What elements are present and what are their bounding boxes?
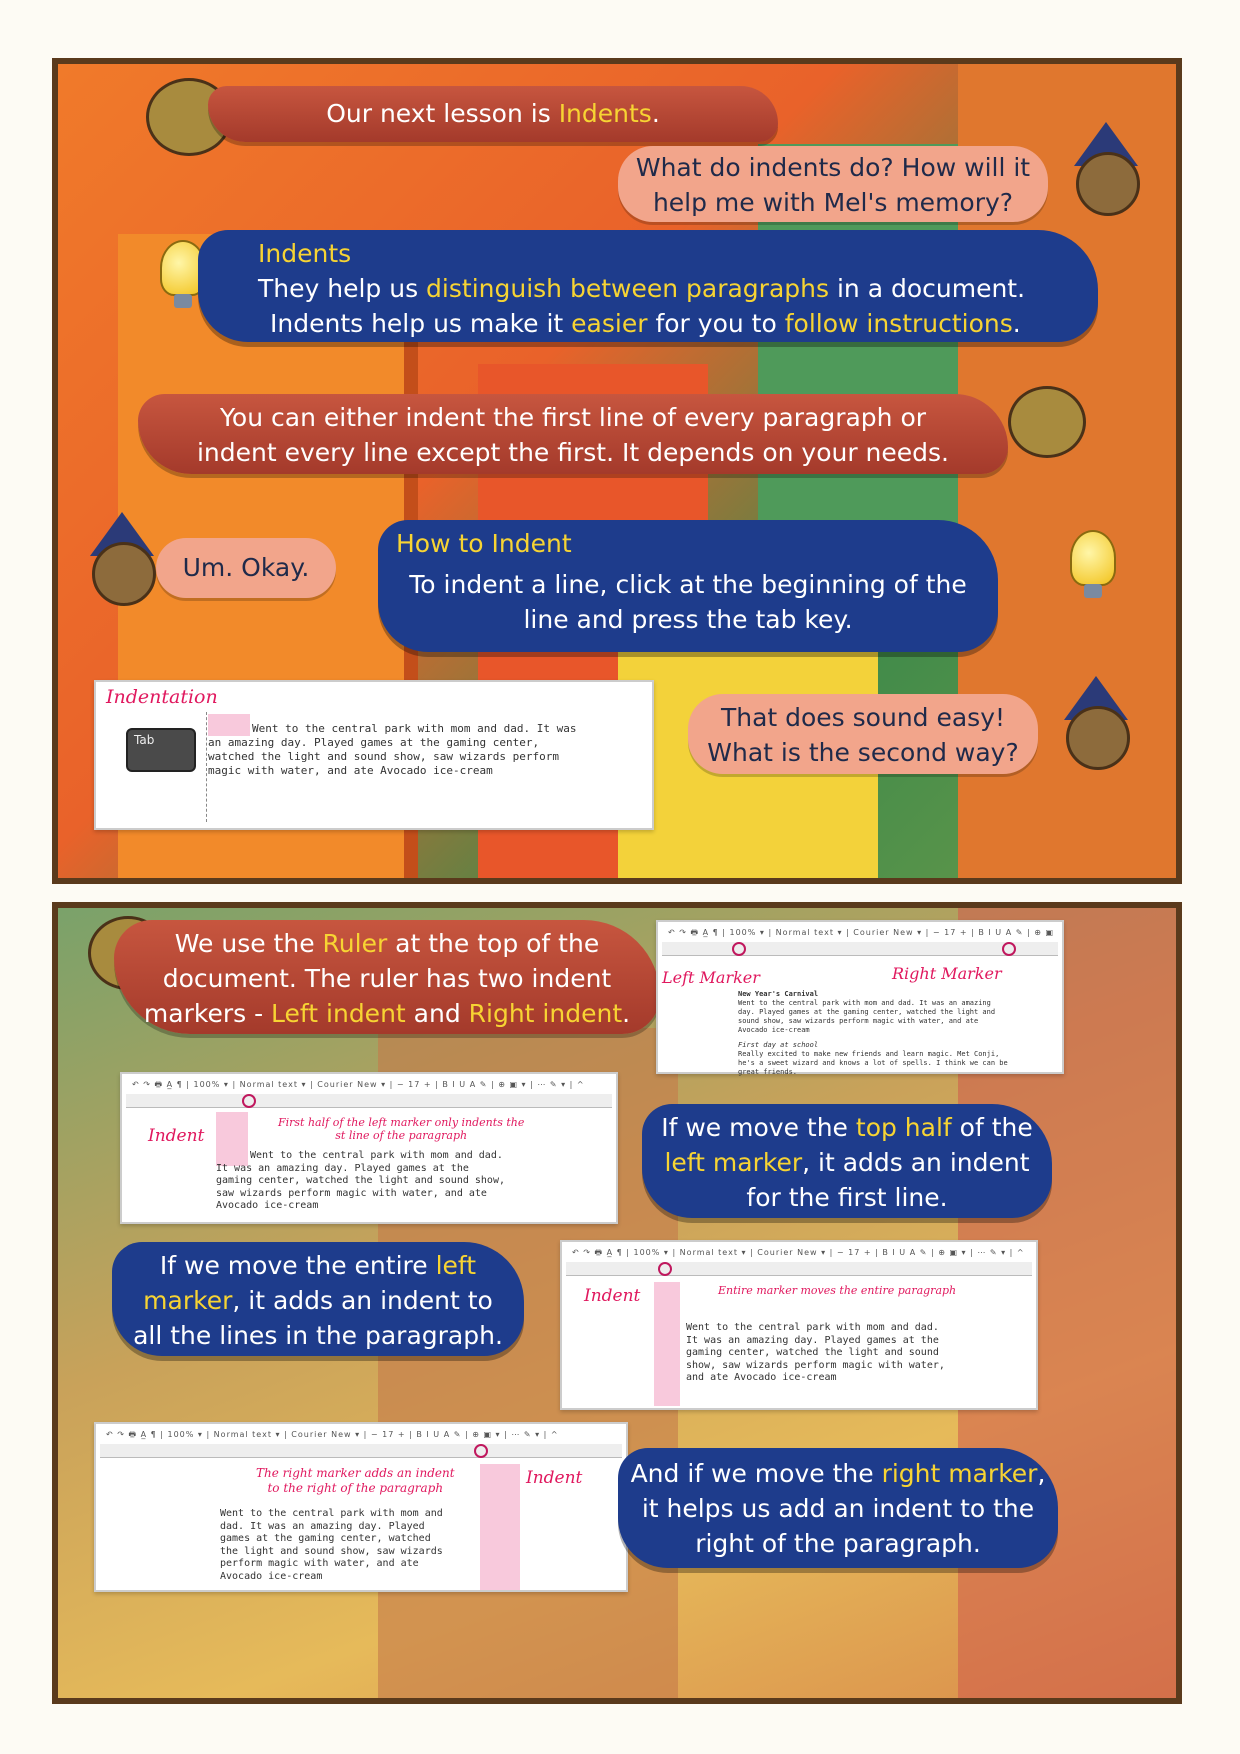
comic-panel-1 [52,58,1182,884]
indent-highlight [480,1464,520,1590]
indent-label: Indent [584,1286,641,1306]
margin-line [206,712,207,822]
indent-highlight [654,1282,680,1406]
document-text: New Year's Carnival Went to the central park with mom and dad. It was an amazing day. Played games at the gaming center, watched the light and sound show, saw wizards perform magic with water, and ate Avocado ice-cream First day at school Really excited to make new friends and learn magic. Met Conji, he's a sweet wizard and knows a lot of spells. I think we can be great friends. [738,990,1008,1076]
editor-toolbar: ↶ ↷ 🖶 A̲ ¶ | 100% ▾ | Normal text ▾ | Courier New ▾ | − 17 + | B I U A ✎ | ⊕ ▣ ▾ | ⋯ ✎ ▾ | ^ [132,1080,585,1089]
indentation-example-card [94,680,654,830]
document-text: Went to the central park with mom and dad. It was an amazing day. Played games at the gaming center, watched the light and sound show, saw wizards perform magic with water, and ate Avocado ice-cream [686,1322,945,1383]
wizard-avatar [92,542,156,606]
ruler [566,1262,1032,1276]
right-marker-icon[interactable] [474,1444,488,1458]
indentation-label: Indentation [106,686,218,708]
speech-bubble-wizard-3: That does sound easy! What is the second way? [688,694,1038,774]
lightbulb-icon [1070,530,1116,586]
speech-bubble-goblin-1: Our next lesson is Indents. [208,86,778,142]
editor-toolbar: ↶ ↷ 🖶 A̲ ¶ | 100% ▾ | Normal text ▾ | Courier New ▾ | − 17 + | B I U A ✎ | ⊕ ▣ ▾ | ⋯ ✎ ▾ | ^ [106,1430,559,1439]
info-bubble-indents: Indents They help us distinguish between paragraphs in a document. Indents help us make it easier for you to follow instructions. [198,230,1098,342]
indent-label: Indent [148,1126,205,1146]
right-marker-card [94,1422,628,1592]
right-marker-note: The right marker adds an indent to the right of the paragraph [256,1466,455,1495]
tab-key-icon: Tab [126,728,196,772]
document-text: Went to the central park with mom and dad. It was an amazing day. Played games at the gaming center, watched the light and sound show, saw wizards perform magic with water, and ate Avocado ice-cream [208,722,577,777]
ruler [100,1444,622,1458]
speech-bubble-goblin-3: We use the Ruler at the top of the document. The ruler has two indent markers - Left indent and Right indent. [114,920,660,1034]
ruler-markers-card [656,920,1064,1074]
info-bubble-top-half: If we move the top half of the left marker, it adds an indent for the first line. [642,1104,1052,1218]
left-marker-entire-icon[interactable] [658,1262,672,1276]
entire-marker-note: Entire marker moves the entire paragraph [718,1284,957,1297]
editor-toolbar: ↶ ↷ 🖶 A̲ ¶ | 100% ▾ | Normal text ▾ | Courier New ▾ | − 17 + | B I U A ✎ | ⊕ ▣ ▾ | ⋯ ✎ ▾ | ^ [572,1248,1025,1257]
right-marker-label: Right Marker [892,964,1002,983]
editor-toolbar: ↶ ↷ 🖶 A̲ ¶ | 100% ▾ | Normal text ▾ | Courier New ▾ | − 17 + | B I U A ✎ | ⊕ ▣ [668,928,1054,937]
goblin-avatar [1008,386,1086,458]
speech-bubble-wizard-1: What do indents do? How will it help me with Mel's memory? [618,146,1048,222]
top-half-note: First half of the left marker only indents the st line of the paragraph [278,1116,525,1142]
speech-bubble-wizard-2: Um. Okay. [156,538,336,598]
ruler [662,942,1058,956]
info-bubble-right-marker: And if we move the right marker, it helps us add an indent to the right of the paragraph. [618,1448,1058,1568]
left-marker-icon[interactable] [732,942,746,956]
ruler [126,1094,612,1108]
wizard-avatar [1076,152,1140,216]
info-bubble-entire-marker: If we move the entire left marker, it adds an indent to all the lines in the paragraph. [112,1242,524,1356]
document-text: Went to the central park with mom and dad. It was an amazing day. Played games at the gaming center, watched the light and sound show, saw wizards perform magic with water, and ate Avocado ice-cream [216,1150,505,1211]
document-text: Went to the central park with mom and dad. It was an amazing day. Played games at the gaming center, watched the light and sound show, saw wizards perform magic with water, and ate Avocado ice-cream [220,1508,443,1582]
entire-marker-card [560,1240,1038,1410]
left-marker-label: Left Marker [662,968,760,987]
left-marker-top-half-icon[interactable] [242,1094,256,1108]
right-marker-icon[interactable] [1002,942,1016,956]
speech-bubble-goblin-2: You can either indent the first line of every paragraph or indent every line except the first. It depends on your needs. [138,394,1008,474]
indent-label: Indent [526,1468,583,1488]
wizard-avatar [1066,706,1130,770]
info-bubble-how-to-indent: How to Indent To indent a line, click at the beginning of the line and press the tab key. [378,520,998,652]
comic-panel-2 [52,902,1182,1704]
top-half-marker-card [120,1072,618,1224]
